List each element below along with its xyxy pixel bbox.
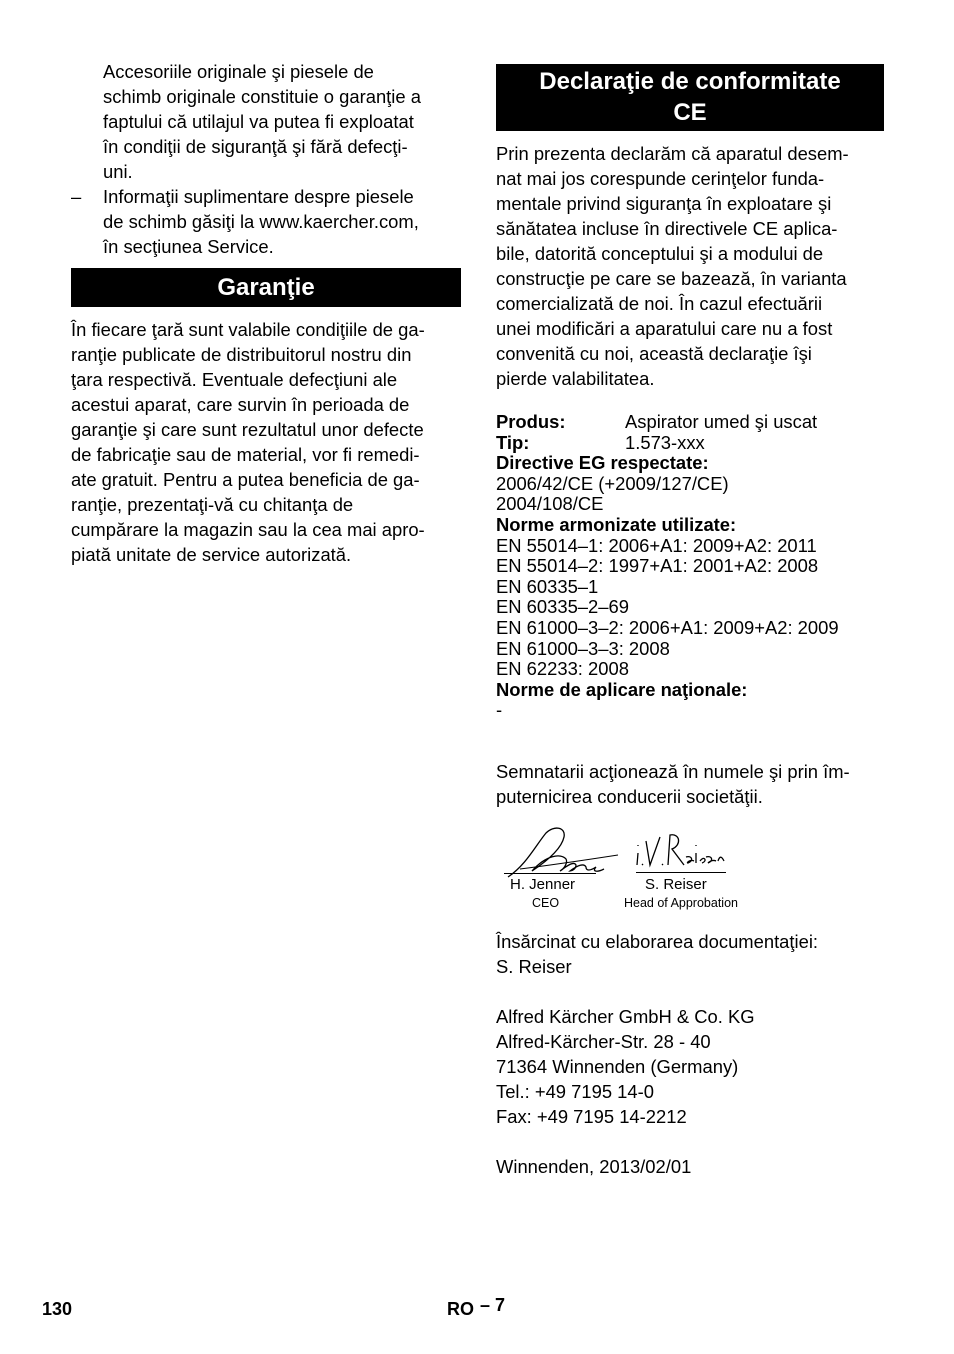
standard-item: EN 61000–3–3: 2008: [496, 637, 670, 659]
spare-parts-list-item: [71, 184, 461, 259]
text-line: În fiecare ţară sunt valabile condiţiile de ga-: [71, 319, 425, 340]
type-row: [496, 433, 884, 454]
warranty-paragraph: [71, 317, 461, 567]
ce-declaration-heading: [496, 64, 884, 131]
type-label: Tip:: [496, 431, 530, 453]
standard-item: EN 55014–1: 2006+A1: 2009+A2: 2011: [496, 534, 817, 556]
text-line: Semnatarii acţionează în numele şi prin îm-: [496, 760, 850, 782]
text-line: Prin prezenta declarăm că aparatul desem-: [496, 143, 849, 164]
text-line: ranţie publicate de distribuitorul nostru din: [71, 344, 412, 365]
text-line: Accesoriile originale şi piesele de: [103, 61, 374, 82]
product-row: [496, 412, 884, 433]
page-number: 130: [42, 1299, 73, 1319]
text-line: cumpărare la magazin sau la cea mai apro-: [71, 519, 425, 540]
address-line: Tel.: +49 7195 14-0: [496, 1080, 654, 1102]
left-column: [71, 59, 461, 567]
text-line: ranţie, prezentaţi-vă cu chitanţa de: [71, 494, 354, 515]
text-line: acestui aparat, care survin în perioada de: [71, 394, 410, 415]
text-line: garanţie şi care sunt rezultatul unor defecte: [71, 419, 424, 440]
language-code: RO: [447, 1299, 474, 1319]
product-value: Aspirator umed şi uscat: [625, 411, 818, 432]
text-line: convenită cu noi, această declaraţie îşi: [496, 343, 812, 364]
text-line: uni.: [103, 161, 133, 182]
text-line: Însărcinat cu elaborarea documentaţiei:: [496, 930, 819, 952]
harmonized-standards-label: Norme armonizate utilizate:: [496, 513, 737, 535]
standard-item: EN 62233: 2008: [496, 658, 629, 680]
national-standards-value: -: [496, 699, 503, 721]
address-line: Alfred-Kärcher-Str. 28 - 40: [496, 1030, 711, 1052]
text-line: în condiţii de siguranţă şi fără defecţi-: [103, 136, 408, 157]
spacer: [496, 1129, 884, 1154]
heading-line: Declaraţie de conformitate: [539, 68, 841, 95]
text-line: pierde valabilitatea.: [496, 368, 655, 389]
directive-item: 2004/108/CE: [496, 493, 604, 515]
text-line: bile, datorită conceptului şi a modului de: [496, 243, 824, 264]
text-line: S. Reiser: [496, 955, 572, 977]
text-line: faptului că utilajul va putea fi exploatat: [103, 111, 414, 132]
signatory-1-role: CEO: [532, 895, 560, 910]
text-line: schimb originale constituie o garanţie a: [103, 86, 421, 107]
national-standards-label: Norme de aplicare naţionale:: [496, 678, 748, 700]
text-line: mentale privind siguranţa în exploatare şi: [496, 193, 832, 214]
accessories-paragraph: [71, 59, 461, 184]
warranty-heading: Garanţie: [71, 268, 461, 307]
text-line: ate gratuit. Pentru a putea beneficia de ga-: [71, 469, 420, 490]
text-line: comercializată de noi. În cazul efectuării: [496, 293, 823, 314]
signatories-paragraph: [496, 759, 884, 809]
documentation-paragraph: [496, 929, 884, 979]
text-line: Informaţii suplimentare despre piesele: [103, 186, 414, 207]
text-line: în secţiunea Service.: [103, 236, 274, 257]
directive-item: 2006/42/CE (+2009/127/CE): [496, 472, 729, 494]
text-line: de fabricaţie sau de material, vor fi remedi-: [71, 444, 420, 465]
address-line: 71364 Winnenden (Germany): [496, 1055, 739, 1077]
text-line: nat mai jos corespunde cerinţelor funda-: [496, 168, 825, 189]
signature-block: [496, 825, 884, 929]
standard-item: EN 55014–2: 1997+A1: 2001+A2: 2008: [496, 555, 819, 577]
spacer: [496, 979, 884, 1004]
signatory-2-role: Head of Approbation: [624, 895, 738, 910]
section-page-number: – 7: [480, 1295, 506, 1315]
standard-item: EN 60335–2–69: [496, 596, 629, 618]
text-line: puternicirea conducerii societăţii.: [496, 785, 763, 807]
product-specification: [496, 412, 884, 721]
product-label: Produs:: [496, 411, 566, 432]
signature-line-1: [504, 873, 596, 874]
signatory-2-name: S. Reiser: [645, 875, 707, 893]
type-value: 1.573-xxx: [625, 431, 705, 453]
signatory-1-name: H. Jenner: [510, 875, 576, 893]
text-line: sănătatea incluse în directivele CE aplica-: [496, 218, 838, 239]
standard-item: EN 60335–1: [496, 575, 599, 597]
address-line: Fax: +49 7195 14-2212: [496, 1105, 687, 1127]
address-line: Alfred Kärcher GmbH & Co. KG: [496, 1005, 755, 1027]
signature-line-2: [636, 872, 726, 873]
place-date: Winnenden, 2013/02/01: [496, 1155, 692, 1177]
heading-line: CE: [673, 99, 707, 126]
company-address: [496, 1004, 884, 1129]
directives-label: Directive EG respectate:: [496, 452, 709, 474]
standard-item: EN 61000–3–2: 2006+A1: 2009+A2: 2009: [496, 616, 839, 638]
dash-bullet: –: [71, 186, 82, 207]
signature-reiser-handwriting: [634, 831, 734, 873]
declaration-paragraph: [496, 141, 884, 391]
signature-jenner-handwriting: [506, 825, 621, 880]
text-line: piată unitate de service autorizată.: [71, 544, 352, 565]
text-line: construcţie pe care se bazează, în varianta: [496, 268, 847, 289]
text-line: ţara respectivă. Eventuale defecţiuni ale: [71, 369, 398, 390]
text-line: unei modificări a aparatului care nu a fost: [496, 318, 833, 339]
right-column: [496, 64, 884, 1179]
text-line: de schimb găsiţi la www.kaercher.com,: [103, 211, 419, 232]
